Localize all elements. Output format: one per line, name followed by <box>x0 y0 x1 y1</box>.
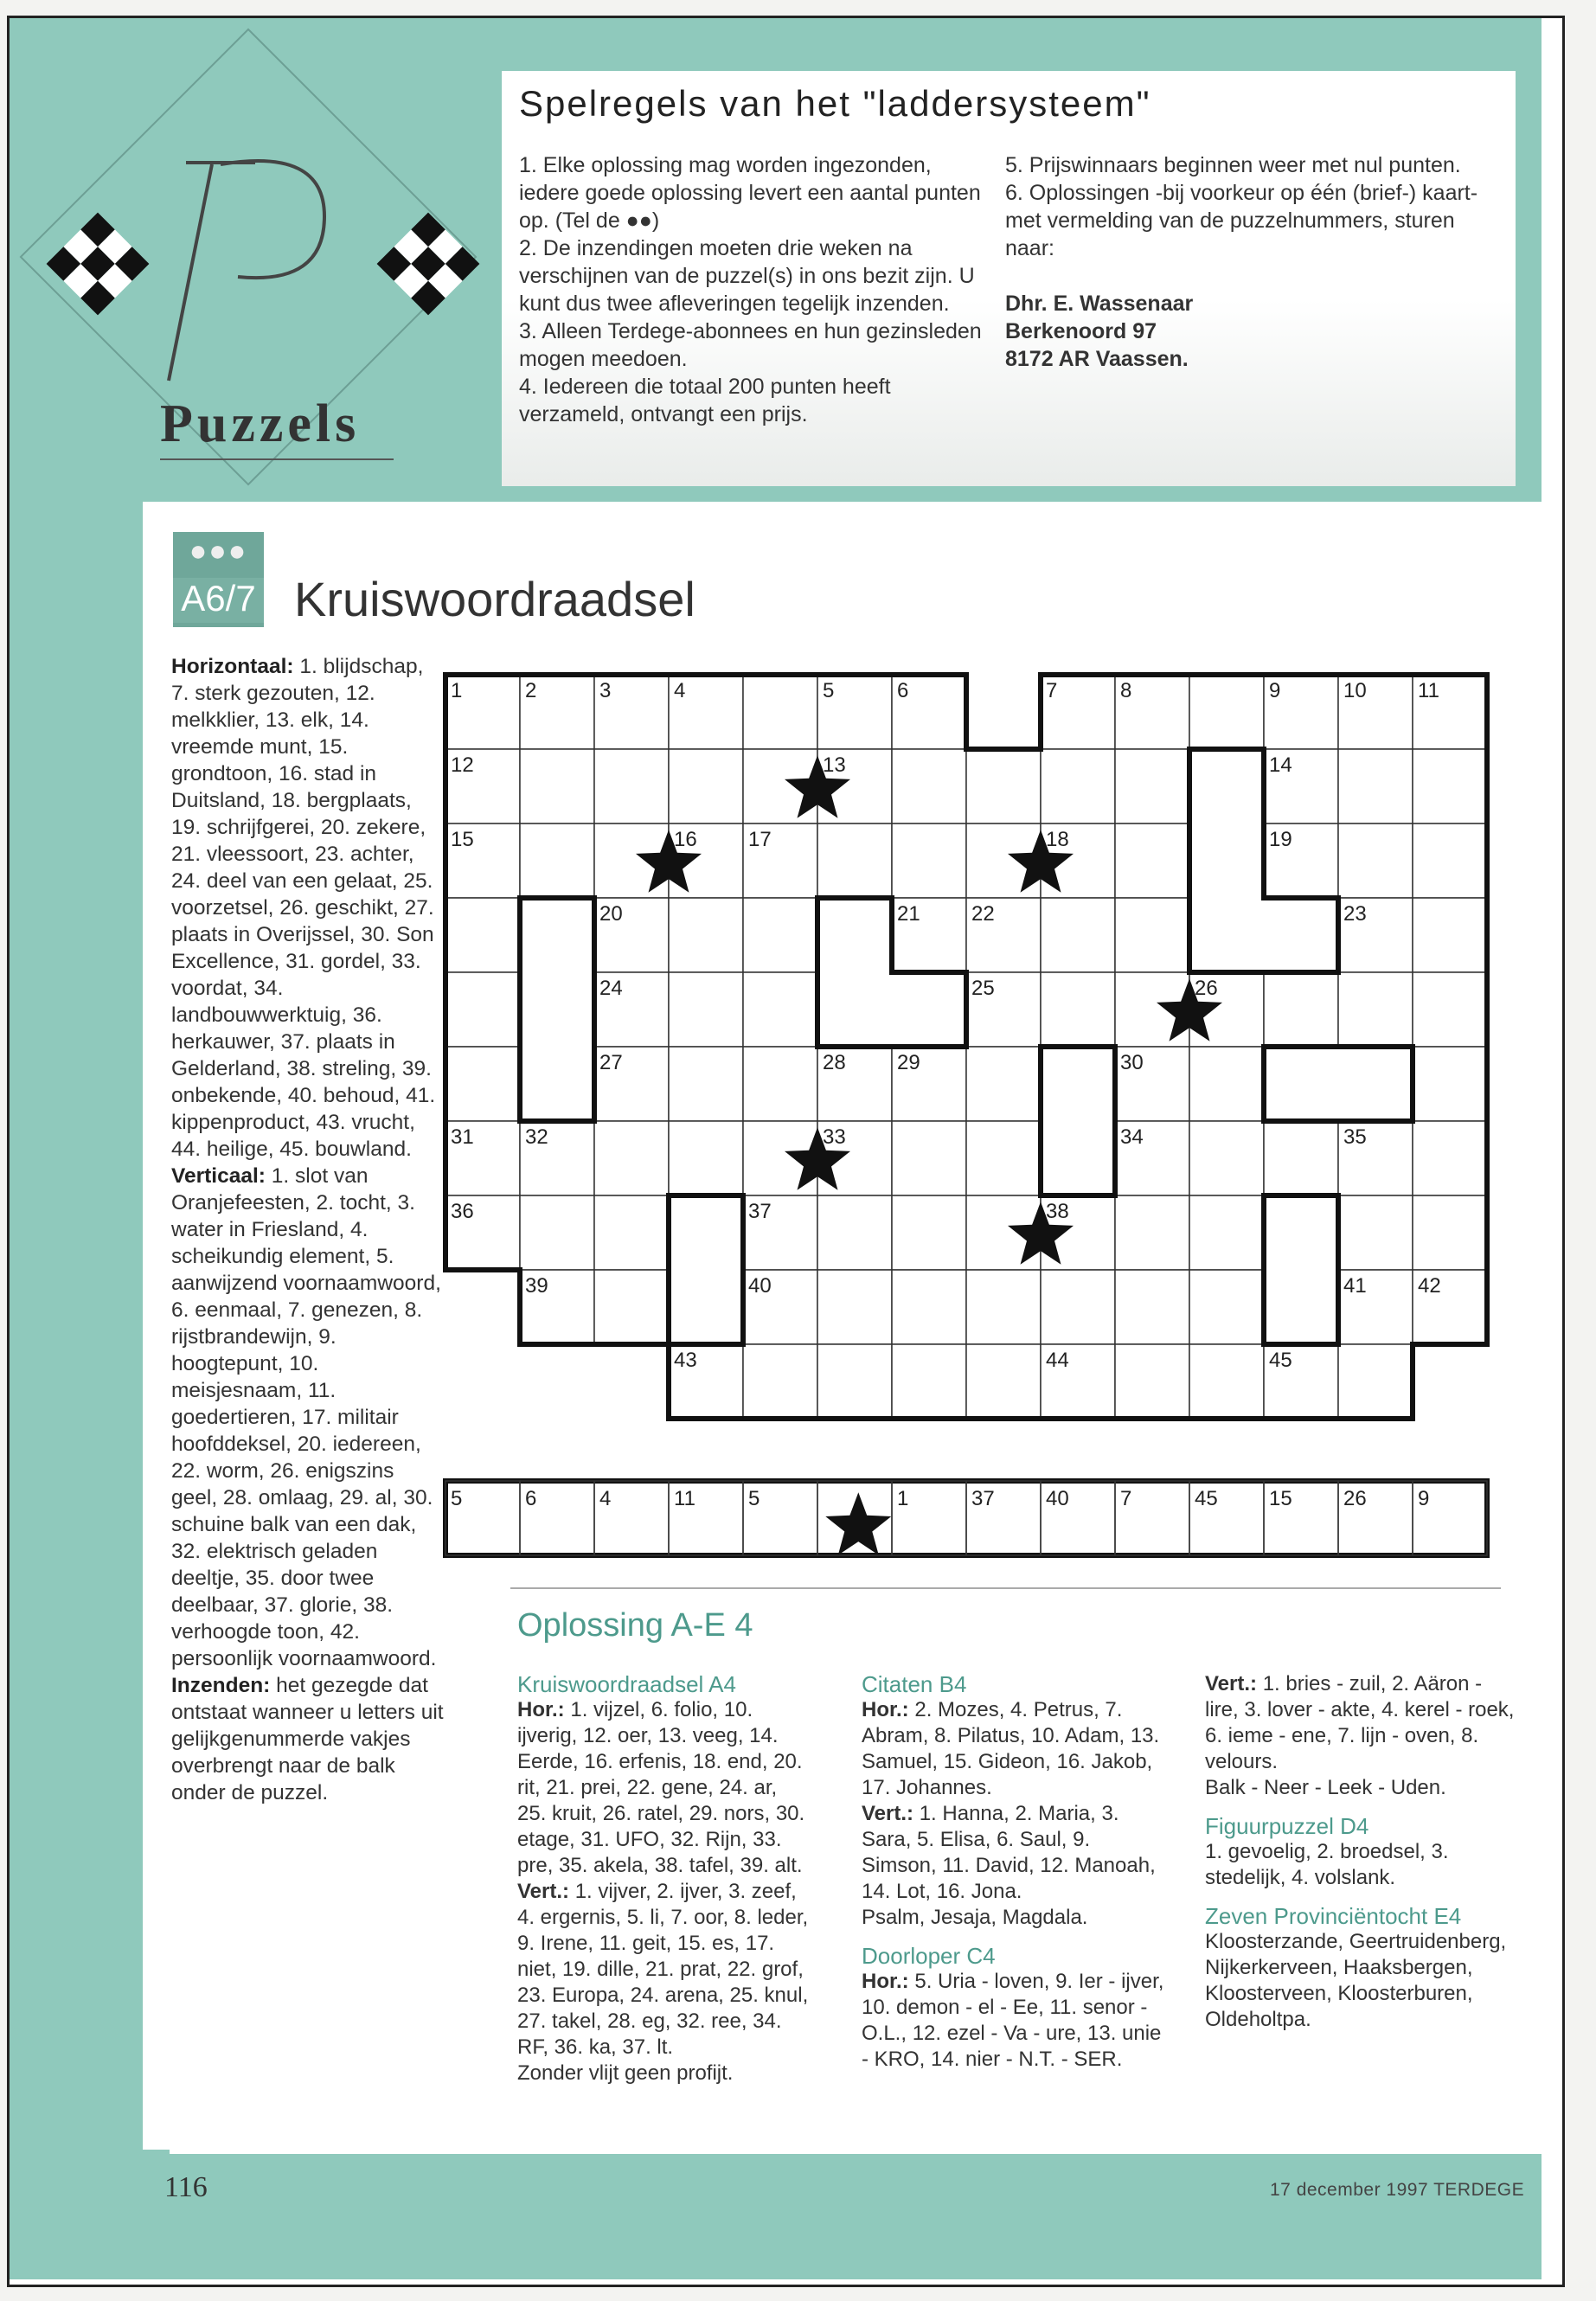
grid-number: 44 <box>1046 1349 1069 1372</box>
grid-number: 24 <box>599 977 623 1000</box>
grid-cell[interactable] <box>892 1270 966 1344</box>
grid-cell[interactable] <box>1413 824 1487 898</box>
sol-a4-saying: Zonder vlijt geen profijt. <box>517 2061 734 2085</box>
answer-cell-number: 5 <box>451 1487 463 1510</box>
grid-number: 37 <box>748 1200 772 1223</box>
grid-cell[interactable] <box>817 1344 892 1419</box>
difficulty-dots: ●●● <box>189 535 248 567</box>
grid-cell[interactable] <box>520 749 594 824</box>
grid-cell[interactable] <box>892 1344 966 1419</box>
grid-number: 22 <box>971 902 995 926</box>
grid-cell[interactable] <box>1115 749 1189 824</box>
grid-number: 32 <box>525 1125 548 1149</box>
grid-cell[interactable] <box>594 1195 669 1270</box>
answer-cell-number: 7 <box>1120 1487 1132 1510</box>
grid-cell[interactable] <box>1041 898 1115 972</box>
horizontal-label: Horizontaal: <box>171 655 294 678</box>
grid-number: 26 <box>1195 977 1218 1000</box>
address-name: Dhr. E. Wassenaar <box>1005 292 1194 316</box>
horizontal-clues: 1. blijdschap, 7. sterk gezouten, 12. melkklier, 13. elk, 14. vreemde munt, 15. grondtoon, 16. stad in Duitsland, 18. bergplaats, 19. schrijfgerei, 20. zekere, 21. vleessoort, 23. achter, 24. deel van een gelaat, 25. voorzetsel, 26. geschikt, 27. plaats in Overijssel, 30. Son Excellence, 31. gordel, 33. voordat, 34. landbouwwerktuig, 36. herkauwer, 37. plaats in Gelderland, 38. streling, 39. onbekende, 40. behoud, 41. kippenproduct, 43. vrucht, 44. heilige, 45. bouwland. <box>171 655 436 1161</box>
grid-cell[interactable] <box>1264 972 1338 1047</box>
grid-number: 11 <box>1418 679 1439 702</box>
grid-number: 10 <box>1343 679 1367 702</box>
grid-cell[interactable] <box>1338 1195 1413 1270</box>
solution-heading-c4: Doorloper C4 <box>862 1943 996 1969</box>
grid-cell[interactable] <box>520 1195 594 1270</box>
grid-number: 36 <box>451 1200 474 1223</box>
grid-number: 45 <box>1269 1349 1292 1372</box>
sol-b4-vert: 1. Hanna, 2. Maria, 3. Sara, 5. Elisa, 6. Saul, 9. Simson, 11. David, 12. Manoah, 14. Lot, 16. Jona. <box>862 1802 1156 1903</box>
grid-cell[interactable] <box>669 898 743 972</box>
grid-cell[interactable] <box>892 824 966 898</box>
rule-1: 1. Elke oplossing mag worden ingezonden, iedere goede oplossing levert een aantal punten op. (Tel de ●●) <box>519 153 981 233</box>
grid-cell[interactable] <box>594 1270 669 1344</box>
page-number: 116 <box>164 2171 208 2203</box>
grid-number: 14 <box>1269 753 1292 777</box>
solution-heading-e4: Zeven Provinciëntocht E4 <box>1205 1903 1462 1929</box>
submit-label: Inzenden: <box>171 1674 271 1697</box>
grid-number: 38 <box>1046 1200 1069 1223</box>
grid-cell[interactable] <box>594 1121 669 1195</box>
teal-footer-band <box>10 2154 1562 2279</box>
grid-cell[interactable] <box>1189 675 1264 749</box>
grid-cell[interactable] <box>1115 824 1189 898</box>
answer-cell-number: 6 <box>525 1487 537 1510</box>
grid-number: 1 <box>451 679 463 702</box>
grid-number: 34 <box>1120 1125 1144 1149</box>
vertical-label: Verticaal: <box>171 1164 266 1188</box>
grid-number: 13 <box>823 753 846 777</box>
grid-cell[interactable] <box>1041 749 1115 824</box>
grid-cell[interactable] <box>743 898 817 972</box>
grid-number: 2 <box>525 679 537 702</box>
grid-number: 28 <box>823 1051 846 1074</box>
grid-number: 3 <box>599 679 612 702</box>
grid-number: 39 <box>525 1274 548 1298</box>
grid-cell[interactable] <box>817 824 892 898</box>
grid-number: 21 <box>897 902 920 926</box>
grid-cell[interactable] <box>1264 1121 1338 1195</box>
grid-cell[interactable] <box>1189 1195 1264 1270</box>
grid-cell[interactable] <box>743 1047 817 1121</box>
logo-p-icon <box>151 138 376 389</box>
solution-column-1 <box>517 1671 811 2086</box>
answer-cell-number: 45 <box>1195 1487 1218 1510</box>
grid-number: 30 <box>1120 1051 1144 1074</box>
sol-a4-hor: 1. vijzel, 6. folio, 10. ijverig, 12. oer, 13. veeg, 14. Eerde, 16. erfenis, 18. end, 20. rit, 21. prei, 22. gene, 24. ar, 25. kruit, 26. ratel, 29. nors, 30. etage, 31. UFO, 32. Rijn, 33. pre, 35. akela, 38. tafel, 39. alt. <box>517 1698 805 1877</box>
grid-cell[interactable] <box>1189 1270 1264 1344</box>
section-label: Puzzels <box>160 394 361 453</box>
address-city: 8172 AR Vaassen. <box>1005 347 1189 371</box>
grid-cell[interactable] <box>1413 898 1487 972</box>
grid-number: 5 <box>823 679 835 702</box>
solutions-title: Oplossing A-E 4 <box>517 1607 753 1644</box>
answer-cell-number: 9 <box>1418 1487 1430 1510</box>
sol-b4-hor: 2. Mozes, 4. Petrus, 7. Abram, 8. Pilatus, 10. Adam, 13. Samuel, 15. Gideon, 16. Jakob, 17. Johannes. <box>862 1698 1160 1799</box>
sol-b4-extra: Psalm, Jesaja, Magdala. <box>862 1906 1088 1929</box>
grid-cell[interactable] <box>445 972 520 1047</box>
grid-cell[interactable] <box>1189 1121 1264 1195</box>
puzzle-code: A6/7 <box>173 578 264 623</box>
sol-a4-hor-label: Hor.: <box>517 1698 565 1721</box>
rule-5: 5. Prijswinnaars beginnen weer met nul punten. <box>1005 153 1461 177</box>
grid-cell[interactable] <box>966 1344 1041 1419</box>
sol-c4-hor-label: Hor.: <box>862 1970 909 1993</box>
page-edge <box>1542 18 1562 2279</box>
grid-cell[interactable] <box>966 1121 1041 1195</box>
grid-cell[interactable] <box>1041 1270 1115 1344</box>
sol-e4-text: Kloosterzande, Geertruidenberg, Nijkerkerveen, Haaksbergen, Kloosterveen, Kloosterburen, Oldeholtpa. <box>1205 1930 1507 2031</box>
rule-6: 6. Oplossingen -bij voorkeur op één (brief-) kaart- met vermelding van de puzzelnummers, sturen naar: <box>1005 181 1478 260</box>
answer-cell-number: 11 <box>674 1487 695 1510</box>
grid-number: 19 <box>1269 828 1292 851</box>
solutions-divider <box>510 1587 1501 1589</box>
grid-number: 7 <box>1046 679 1058 702</box>
grid-number: 15 <box>451 828 474 851</box>
grid-cell[interactable] <box>743 972 817 1047</box>
grid-number: 16 <box>674 828 697 851</box>
sol-d4-text: 1. gevoelig, 2. broedsel, 3. stedelijk, 4. volslank. <box>1205 1840 1449 1889</box>
rule-3: 3. Alleen Terdege-abonnees en hun gezinsleden mogen meedoen. <box>519 319 982 371</box>
answer-cell-number: 26 <box>1343 1487 1367 1510</box>
answer-bar[interactable] <box>433 1471 1505 1566</box>
sol-c4-vert: 1. bries - zuil, 2. Aäron - lire, 3. lover - akte, 4. kerel - roek, 6. ieme - ene, 7. lijn - oven, 8. velours. <box>1205 1672 1515 1773</box>
sol-c4-hor: 5. Uria - loven, 9. Ier - ijver, 10. demon - el - Ee, 11. senor - O.L., 12. ezel - Va - ure, 13. unie - KRO, 14. nier - N.T. - SER. <box>862 1970 1164 2071</box>
clues-text <box>171 653 444 1806</box>
grid-number: 40 <box>748 1274 772 1298</box>
checker-right-icon <box>372 208 484 320</box>
sol-b4-hor-label: Hor.: <box>862 1698 909 1721</box>
grid-number: 4 <box>674 679 686 702</box>
grid-number: 31 <box>451 1125 474 1149</box>
grid-cell[interactable] <box>743 675 817 749</box>
grid-cell[interactable] <box>743 1344 817 1419</box>
solution-heading-a4: Kruiswoordraadsel A4 <box>517 1671 736 1697</box>
sol-a4-vert: 1. vijver, 2. ijver, 3. zeef, 4. ergernis, 5. li, 7. oor, 8. leder, 9. Irene, 11. geit, 15. es, 17. niet, 19. dille, 21. prat, 22. grof, 23. Europa, 24. arena, 25. knul, 27. takel, 28. eg, 32. ree, 34. RF, 36. ka, 37. lt. <box>517 1880 809 2059</box>
grid-cell[interactable] <box>1413 972 1487 1047</box>
grid-cell[interactable] <box>669 1047 743 1121</box>
grid-cell[interactable] <box>892 1195 966 1270</box>
rules-column-1 <box>519 151 986 428</box>
sol-c4-vert-label: Vert.: <box>1205 1672 1258 1695</box>
rules-title: Spelregels van het "laddersysteem" <box>519 83 1151 124</box>
answer-cell-number: 4 <box>599 1487 612 1510</box>
grid-cell[interactable] <box>445 898 520 972</box>
grid-cell[interactable] <box>892 1121 966 1195</box>
grid-cell[interactable] <box>669 749 743 824</box>
solution-heading-b4: Citaten B4 <box>862 1671 967 1697</box>
section-underline <box>160 458 394 460</box>
grid-number: 42 <box>1418 1274 1441 1298</box>
grid-cell[interactable] <box>1413 749 1487 824</box>
grid-cell[interactable] <box>1413 1121 1487 1195</box>
grid-cell[interactable] <box>1115 898 1189 972</box>
grid-cell[interactable] <box>1338 1344 1413 1419</box>
sol-b4-vert-label: Vert.: <box>862 1802 914 1825</box>
grid-number: 43 <box>674 1349 697 1372</box>
grid-number: 8 <box>1120 679 1132 702</box>
grid-cell[interactable] <box>1338 749 1413 824</box>
grid-cell[interactable] <box>966 1047 1041 1121</box>
grid-number: 9 <box>1269 679 1281 702</box>
grid-cell[interactable] <box>1338 824 1413 898</box>
grid-cell[interactable] <box>1189 1047 1264 1121</box>
grid-cell[interactable] <box>1115 1270 1189 1344</box>
grid-cell[interactable] <box>1115 1344 1189 1419</box>
grid-number: 23 <box>1343 902 1367 926</box>
grid-number: 33 <box>823 1125 846 1149</box>
rule-2: 2. De inzendingen moeten drie weken na verschijnen van de puzzel(s) in ons bezit zijn. U kunt dus twee afleveringen tegelijk inzenden. <box>519 236 975 316</box>
issue-line: 17 december 1997 TERDEGE <box>1270 2180 1525 2200</box>
answer-cell-number: 1 <box>897 1487 909 1510</box>
rule-4: 4. Iedereen die totaal 200 punten heeft verzameld, ontvangt een prijs. <box>519 375 891 426</box>
rules-column-2 <box>1005 151 1498 373</box>
grid-cell[interactable] <box>669 972 743 1047</box>
crossword-grid[interactable] <box>433 662 1505 1423</box>
grid-cell[interactable] <box>445 1047 520 1121</box>
answer-cell-number: 40 <box>1046 1487 1069 1510</box>
grid-cell[interactable] <box>966 1270 1041 1344</box>
answer-cell-number: 15 <box>1269 1487 1292 1510</box>
solution-heading-d4: Figuurpuzzel D4 <box>1205 1813 1369 1839</box>
sol-c4-extra: Balk - Neer - Leek - Uden. <box>1205 1776 1446 1799</box>
grid-number: 35 <box>1343 1125 1367 1149</box>
grid-cell[interactable] <box>892 749 966 824</box>
checker-left-icon <box>42 208 154 320</box>
grid-cell[interactable] <box>1413 1195 1487 1270</box>
grid-number: 29 <box>897 1051 920 1074</box>
grid-cell[interactable] <box>1413 1047 1487 1121</box>
vertical-clues: 1. slot van Oranjefeesten, 2. tocht, 3. water in Friesland, 4. scheikundig element, 5. aanwijzend voornaamwoord, 6. eenmaal, 7. genezen, 8. rijstbrandewijn, 9. hoogtepunt, 10. meisjesnaam, 11. goedertieren, 17. militair hoofddeksel, 20. iedereen, 22. worm, 26. enigszins geel, 28. omlaag, 29. al, 30. schuine balk van een dak, 32. elektrisch geladen deeltje, 35. door twee deelbaar, 37. glorie, 38. verhoogde toon, 42. persoonlijk voornaamwoord. <box>171 1164 441 1670</box>
grid-cell[interactable] <box>1338 972 1413 1047</box>
answer-cell-number: 5 <box>748 1487 760 1510</box>
grid-number: 12 <box>451 753 474 777</box>
grid-cell[interactable] <box>1041 972 1115 1047</box>
grid-number: 18 <box>1046 828 1069 851</box>
grid-number: 6 <box>897 679 909 702</box>
grid-cell[interactable] <box>594 749 669 824</box>
grid-number: 41 <box>1343 1274 1367 1298</box>
grid-cell[interactable] <box>669 1121 743 1195</box>
grid-number: 17 <box>748 828 772 851</box>
solution-column-2 <box>862 1671 1164 2073</box>
grid-cell[interactable] <box>520 824 594 898</box>
grid-cell[interactable] <box>1189 1344 1264 1419</box>
submit-instructions: het gezegde dat ontstaat wanneer u letters uit gelijkgenummerde vakjes overbrengt naar de balk onder de puzzel. <box>171 1674 444 1804</box>
sol-a4-vert-label: Vert.: <box>517 1880 570 1903</box>
grid-cell[interactable] <box>817 1195 892 1270</box>
address-street: Berkenoord 97 <box>1005 319 1157 343</box>
grid-cell[interactable] <box>966 749 1041 824</box>
grid-number: 20 <box>599 902 623 926</box>
solution-column-3 <box>1205 1671 1516 2033</box>
puzzle-title: Kruiswoordraadsel <box>294 572 695 626</box>
grid-cell[interactable] <box>1115 1195 1189 1270</box>
grid-cell[interactable] <box>817 1270 892 1344</box>
answer-cell-number: 37 <box>971 1487 995 1510</box>
grid-number: 25 <box>971 977 995 1000</box>
grid-number: 27 <box>599 1051 623 1074</box>
